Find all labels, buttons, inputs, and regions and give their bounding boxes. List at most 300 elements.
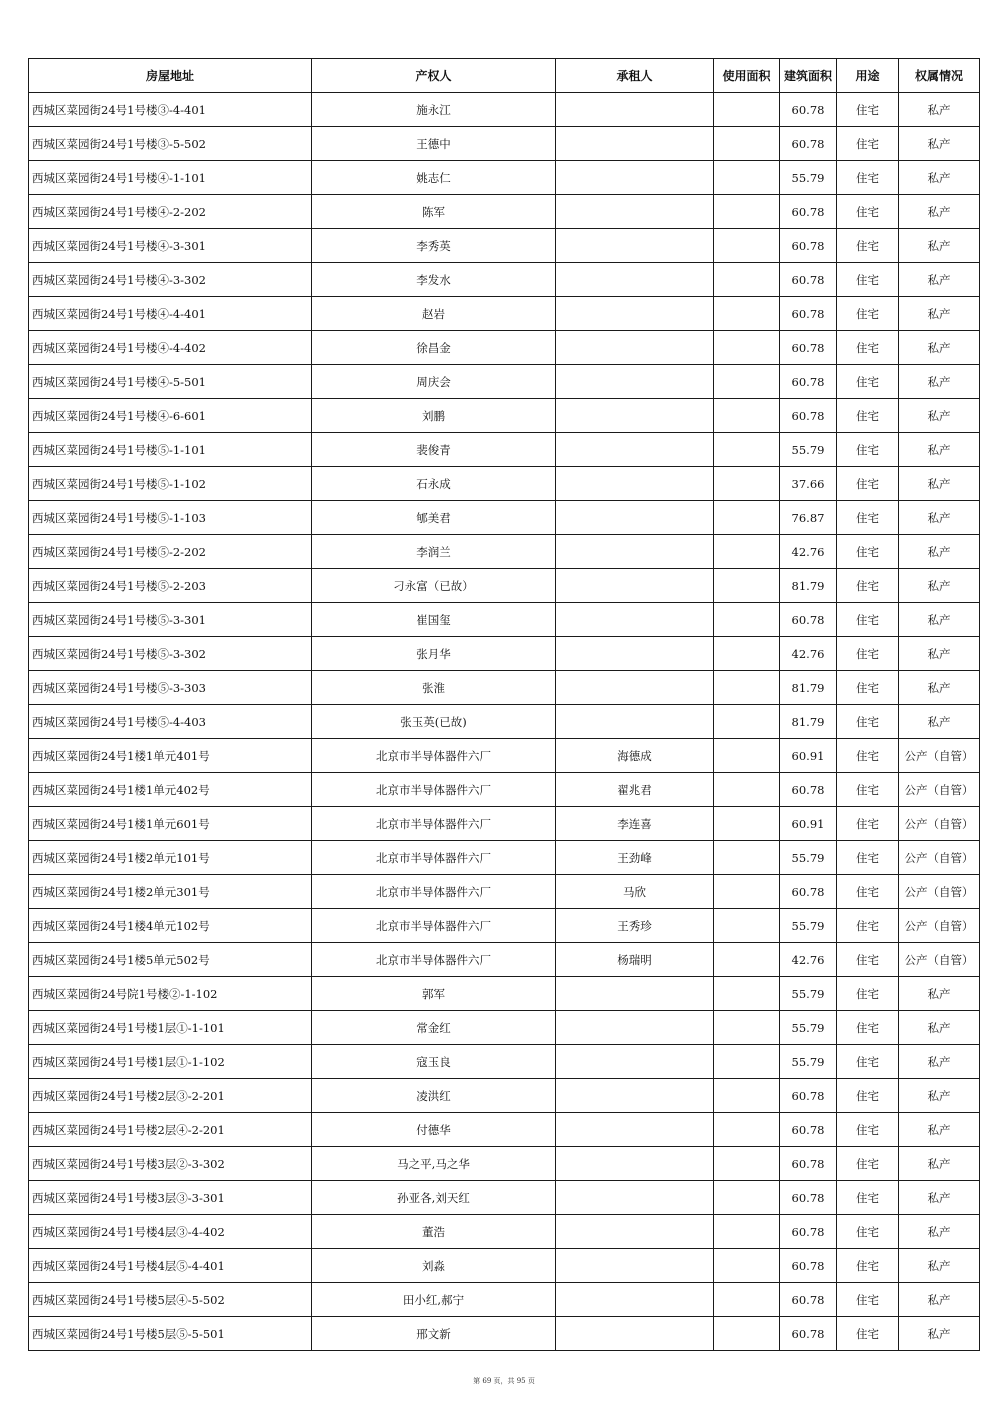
cell-usable-area [714,263,780,297]
cell-usage: 住宅 [837,195,899,229]
cell-usage: 住宅 [837,501,899,535]
cell-tenant [556,365,714,399]
cell-owner: 李秀英 [312,229,556,263]
cell-ownership: 公产（自管） [899,773,980,807]
cell-tenant [556,535,714,569]
cell-usable-area [714,1011,780,1045]
cell-usage: 住宅 [837,705,899,739]
cell-usage: 住宅 [837,773,899,807]
cell-address: 西城区菜园街24号1楼1单元401号 [29,739,312,773]
cell-building-area: 55.79 [780,161,837,195]
cell-owner: 王德中 [312,127,556,161]
cell-address: 西城区菜园街24号1楼4单元102号 [29,909,312,943]
cell-address: 西城区菜园街24号1号楼4层③-4-402 [29,1215,312,1249]
cell-usage: 住宅 [837,739,899,773]
cell-ownership: 私产 [899,977,980,1011]
cell-owner: 郇美君 [312,501,556,535]
cell-building-area: 37.66 [780,467,837,501]
cell-owner: 北京市半导体器件六厂 [312,739,556,773]
cell-usable-area [714,1283,780,1317]
cell-tenant [556,1317,714,1351]
cell-tenant [556,705,714,739]
cell-tenant [556,603,714,637]
cell-tenant [556,637,714,671]
table-row [29,671,980,705]
cell-usable-area [714,1147,780,1181]
cell-usable-area [714,977,780,1011]
cell-ownership: 公产（自管） [899,943,980,977]
table-row [29,1283,980,1317]
table-row [29,93,980,127]
table-row [29,603,980,637]
cell-building-area: 60.78 [780,1215,837,1249]
cell-owner: 施永江 [312,93,556,127]
table-row [29,399,980,433]
table-row [29,1317,980,1351]
cell-tenant [556,93,714,127]
cell-tenant [556,501,714,535]
cell-usable-area [714,637,780,671]
table-row [29,569,980,603]
cell-owner: 赵岩 [312,297,556,331]
cell-owner: 姚志仁 [312,161,556,195]
cell-usage: 住宅 [837,467,899,501]
cell-building-area: 60.78 [780,1317,837,1351]
cell-tenant [556,1249,714,1283]
cell-ownership: 私产 [899,467,980,501]
cell-usable-area [714,297,780,331]
cell-ownership: 公产（自管） [899,739,980,773]
cell-usable-area [714,365,780,399]
cell-address: 西城区菜园街24号1号楼⑤-2-203 [29,569,312,603]
cell-address: 西城区菜园街24号1楼5单元502号 [29,943,312,977]
cell-tenant [556,161,714,195]
cell-address: 西城区菜园街24号1号楼③-4-401 [29,93,312,127]
cell-tenant [556,297,714,331]
cell-owner: 北京市半导体器件六厂 [312,943,556,977]
cell-usage: 住宅 [837,229,899,263]
cell-usage: 住宅 [837,1113,899,1147]
cell-building-area: 42.76 [780,943,837,977]
table-row [29,263,980,297]
cell-address: 西城区菜园街24号1楼2单元301号 [29,875,312,909]
cell-owner: 北京市半导体器件六厂 [312,773,556,807]
cell-usable-area [714,195,780,229]
header-row [29,59,980,93]
cell-building-area: 60.78 [780,399,837,433]
cell-tenant: 翟兆君 [556,773,714,807]
cell-owner: 凌洪红 [312,1079,556,1113]
cell-tenant [556,1079,714,1113]
cell-usage: 住宅 [837,1079,899,1113]
cell-owner: 常金红 [312,1011,556,1045]
table-row [29,1147,980,1181]
cell-usable-area [714,93,780,127]
cell-owner: 郭军 [312,977,556,1011]
cell-owner: 董浩 [312,1215,556,1249]
table-row [29,739,980,773]
cell-building-area: 55.79 [780,841,837,875]
cell-address: 西城区菜园街24号1号楼⑤-3-302 [29,637,312,671]
cell-ownership: 私产 [899,1147,980,1181]
cell-ownership: 私产 [899,195,980,229]
cell-building-area: 60.78 [780,229,837,263]
cell-usage: 住宅 [837,297,899,331]
cell-ownership: 私产 [899,705,980,739]
cell-building-area: 42.76 [780,535,837,569]
cell-usage: 住宅 [837,365,899,399]
table-row [29,909,980,943]
cell-address: 西城区菜园街24号1号楼⑤-1-101 [29,433,312,467]
table-row [29,1045,980,1079]
table-row [29,127,980,161]
table-row [29,875,980,909]
cell-tenant [556,1113,714,1147]
cell-tenant: 马欣 [556,875,714,909]
cell-usable-area [714,535,780,569]
cell-usage: 住宅 [837,841,899,875]
table-row [29,841,980,875]
cell-building-area: 60.78 [780,93,837,127]
cell-address: 西城区菜园街24号1号楼④-3-302 [29,263,312,297]
cell-building-area: 60.78 [780,773,837,807]
cell-building-area: 55.79 [780,977,837,1011]
cell-address: 西城区菜园街24号1号楼④-2-202 [29,195,312,229]
cell-building-area: 81.79 [780,671,837,705]
cell-owner: 周庆会 [312,365,556,399]
table-row [29,807,980,841]
cell-ownership: 私产 [899,399,980,433]
cell-ownership: 私产 [899,501,980,535]
table-row [29,977,980,1011]
cell-usage: 住宅 [837,535,899,569]
cell-tenant [556,433,714,467]
cell-tenant [556,331,714,365]
cell-ownership: 私产 [899,161,980,195]
cell-tenant [556,127,714,161]
cell-owner: 孙亚各,刘天红 [312,1181,556,1215]
cell-usage: 住宅 [837,93,899,127]
cell-address: 西城区菜园街24号1号楼2层③-2-201 [29,1079,312,1113]
cell-building-area: 42.76 [780,637,837,671]
col-header-building-area: 建筑面积 [780,59,837,93]
cell-ownership: 私产 [899,1045,980,1079]
cell-building-area: 81.79 [780,705,837,739]
cell-ownership: 私产 [899,603,980,637]
cell-usable-area [714,943,780,977]
cell-address: 西城区菜园街24号1号楼2层④-2-201 [29,1113,312,1147]
cell-tenant: 海德成 [556,739,714,773]
cell-usage: 住宅 [837,1317,899,1351]
cell-usable-area [714,841,780,875]
cell-owner: 刁永富（已故） [312,569,556,603]
cell-ownership: 私产 [899,263,980,297]
cell-tenant: 李连喜 [556,807,714,841]
cell-ownership: 私产 [899,535,980,569]
cell-ownership: 公产（自管） [899,841,980,875]
cell-usable-area [714,331,780,365]
cell-usable-area [714,603,780,637]
cell-usable-area [714,1215,780,1249]
cell-owner: 北京市半导体器件六厂 [312,807,556,841]
table-row [29,637,980,671]
cell-usable-area [714,739,780,773]
cell-owner: 刘鹏 [312,399,556,433]
cell-address: 西城区菜园街24号1号楼3层②-3-302 [29,1147,312,1181]
cell-building-area: 60.78 [780,127,837,161]
cell-ownership: 私产 [899,637,980,671]
cell-ownership: 私产 [899,1283,980,1317]
cell-usage: 住宅 [837,433,899,467]
table-row [29,1113,980,1147]
cell-address: 西城区菜园街24号1号楼3层③-3-301 [29,1181,312,1215]
cell-address: 西城区菜园街24号1号楼4层⑤-4-401 [29,1249,312,1283]
cell-tenant: 杨瑞明 [556,943,714,977]
cell-address: 西城区菜园街24号1号楼⑤-1-102 [29,467,312,501]
cell-usable-area [714,467,780,501]
cell-address: 西城区菜园街24号1号楼③-5-502 [29,127,312,161]
cell-owner: 李发水 [312,263,556,297]
cell-usable-area [714,1113,780,1147]
cell-address: 西城区菜园街24号1号楼1层①-1-101 [29,1011,312,1045]
cell-building-area: 60.78 [780,1113,837,1147]
cell-tenant [556,671,714,705]
cell-ownership: 私产 [899,569,980,603]
cell-usage: 住宅 [837,943,899,977]
cell-usage: 住宅 [837,909,899,943]
col-header-address: 房屋地址 [29,59,312,93]
cell-usable-area [714,1045,780,1079]
cell-tenant [556,195,714,229]
cell-ownership: 私产 [899,365,980,399]
cell-usage: 住宅 [837,263,899,297]
cell-tenant [556,1283,714,1317]
cell-usage: 住宅 [837,161,899,195]
table-row [29,161,980,195]
cell-building-area: 60.78 [780,1249,837,1283]
cell-ownership: 私产 [899,1011,980,1045]
cell-building-area: 60.78 [780,195,837,229]
cell-address: 西城区菜园街24号1号楼5层④-5-502 [29,1283,312,1317]
cell-owner: 张月华 [312,637,556,671]
col-header-ownership: 权属情况 [899,59,980,93]
cell-address: 西城区菜园街24号1号楼④-5-501 [29,365,312,399]
cell-tenant [556,1215,714,1249]
cell-owner: 李润兰 [312,535,556,569]
cell-owner: 张淮 [312,671,556,705]
table-row [29,1181,980,1215]
cell-ownership: 私产 [899,127,980,161]
table-body [29,93,980,1351]
cell-usable-area [714,875,780,909]
cell-building-area: 55.79 [780,1045,837,1079]
cell-usable-area [714,433,780,467]
cell-usage: 住宅 [837,1045,899,1079]
cell-address: 西城区菜园街24号1楼1单元601号 [29,807,312,841]
cell-ownership: 公产（自管） [899,875,980,909]
cell-tenant [556,229,714,263]
cell-owner: 北京市半导体器件六厂 [312,909,556,943]
col-header-owner: 产权人 [312,59,556,93]
cell-owner: 马之平,马之华 [312,1147,556,1181]
cell-tenant [556,1045,714,1079]
cell-address: 西城区菜园街24号1楼2单元101号 [29,841,312,875]
property-register-table [28,58,980,1351]
cell-owner: 北京市半导体器件六厂 [312,875,556,909]
cell-usage: 住宅 [837,1147,899,1181]
table-row [29,535,980,569]
cell-ownership: 私产 [899,433,980,467]
cell-owner: 寇玉良 [312,1045,556,1079]
cell-address: 西城区菜园街24号1号楼④-1-101 [29,161,312,195]
cell-owner: 陈军 [312,195,556,229]
cell-address: 西城区菜园街24号1号楼⑤-1-103 [29,501,312,535]
cell-building-area: 60.78 [780,331,837,365]
cell-ownership: 公产（自管） [899,807,980,841]
cell-address: 西城区菜园街24号1号楼④-4-401 [29,297,312,331]
cell-usable-area [714,501,780,535]
cell-building-area: 60.78 [780,603,837,637]
cell-address: 西城区菜园街24号1号楼5层⑤-5-501 [29,1317,312,1351]
cell-address: 西城区菜园街24号1号楼1层①-1-102 [29,1045,312,1079]
cell-building-area: 60.78 [780,1181,837,1215]
cell-tenant [556,399,714,433]
cell-building-area: 60.78 [780,1079,837,1113]
table-row [29,501,980,535]
cell-usage: 住宅 [837,1181,899,1215]
cell-owner: 徐昌金 [312,331,556,365]
cell-usage: 住宅 [837,127,899,161]
cell-usable-area [714,229,780,263]
cell-owner: 崔国玺 [312,603,556,637]
table-row [29,773,980,807]
cell-usable-area [714,705,780,739]
cell-ownership: 私产 [899,229,980,263]
col-header-usable-area: 使用面积 [714,59,780,93]
table-row [29,1215,980,1249]
table-row [29,229,980,263]
table-row [29,467,980,501]
cell-building-area: 55.79 [780,909,837,943]
cell-building-area: 60.91 [780,739,837,773]
cell-address: 西城区菜园街24号1号楼④-4-402 [29,331,312,365]
cell-building-area: 60.78 [780,1283,837,1317]
cell-usage: 住宅 [837,1283,899,1317]
cell-usable-area [714,399,780,433]
cell-tenant: 王秀珍 [556,909,714,943]
table-row [29,195,980,229]
cell-address: 西城区菜园街24号1号楼⑤-2-202 [29,535,312,569]
cell-address: 西城区菜园街24号1号楼⑤-3-301 [29,603,312,637]
cell-owner: 石永成 [312,467,556,501]
cell-owner: 付德华 [312,1113,556,1147]
table-row [29,1011,980,1045]
cell-owner: 邢文新 [312,1317,556,1351]
cell-usage: 住宅 [837,1249,899,1283]
cell-tenant [556,1011,714,1045]
cell-tenant [556,569,714,603]
cell-ownership: 私产 [899,297,980,331]
cell-owner: 张玉英(已故) [312,705,556,739]
table-row [29,943,980,977]
cell-usable-area [714,569,780,603]
cell-building-area: 60.78 [780,263,837,297]
cell-usage: 住宅 [837,637,899,671]
cell-building-area: 55.79 [780,1011,837,1045]
cell-usable-area [714,773,780,807]
cell-building-area: 60.78 [780,297,837,331]
table-row [29,433,980,467]
cell-ownership: 私产 [899,1079,980,1113]
cell-usable-area [714,127,780,161]
cell-ownership: 私产 [899,331,980,365]
page-number: 第 69 页，共 95 页 [473,1377,535,1385]
table-row [29,297,980,331]
cell-owner: 北京市半导体器件六厂 [312,841,556,875]
cell-usable-area [714,671,780,705]
cell-usage: 住宅 [837,399,899,433]
cell-building-area: 76.87 [780,501,837,535]
cell-address: 西城区菜园街24号1号楼④-6-601 [29,399,312,433]
cell-usable-area [714,161,780,195]
cell-ownership: 公产（自管） [899,909,980,943]
cell-usage: 住宅 [837,1215,899,1249]
cell-usable-area [714,1317,780,1351]
cell-tenant [556,467,714,501]
cell-address: 西城区菜园街24号1号楼⑤-3-303 [29,671,312,705]
cell-building-area: 60.78 [780,875,837,909]
cell-ownership: 私产 [899,1249,980,1283]
table-row [29,365,980,399]
table-row [29,331,980,365]
cell-address: 西城区菜园街24号1号楼⑤-4-403 [29,705,312,739]
cell-usable-area [714,1181,780,1215]
cell-usable-area [714,807,780,841]
cell-owner: 田小红,郝宁 [312,1283,556,1317]
table-row [29,1079,980,1113]
cell-owner: 裴俊青 [312,433,556,467]
cell-ownership: 私产 [899,1181,980,1215]
cell-usable-area [714,1249,780,1283]
cell-usage: 住宅 [837,1011,899,1045]
cell-usage: 住宅 [837,331,899,365]
cell-building-area: 60.91 [780,807,837,841]
col-header-usage: 用途 [837,59,899,93]
col-header-tenant: 承租人 [556,59,714,93]
cell-ownership: 私产 [899,1113,980,1147]
cell-usage: 住宅 [837,603,899,637]
table-row [29,1249,980,1283]
cell-tenant [556,1147,714,1181]
cell-tenant: 王劲峰 [556,841,714,875]
cell-tenant [556,263,714,297]
cell-usable-area [714,909,780,943]
cell-ownership: 私产 [899,93,980,127]
cell-address: 西城区菜园街24号1号楼④-3-301 [29,229,312,263]
table-row [29,705,980,739]
cell-address: 西城区菜园街24号1楼1单元402号 [29,773,312,807]
cell-ownership: 私产 [899,671,980,705]
cell-usable-area [714,1079,780,1113]
cell-usage: 住宅 [837,807,899,841]
cell-usage: 住宅 [837,671,899,705]
cell-usage: 住宅 [837,569,899,603]
cell-tenant [556,1181,714,1215]
cell-usage: 住宅 [837,875,899,909]
cell-owner: 刘淼 [312,1249,556,1283]
cell-tenant [556,977,714,1011]
cell-ownership: 私产 [899,1317,980,1351]
